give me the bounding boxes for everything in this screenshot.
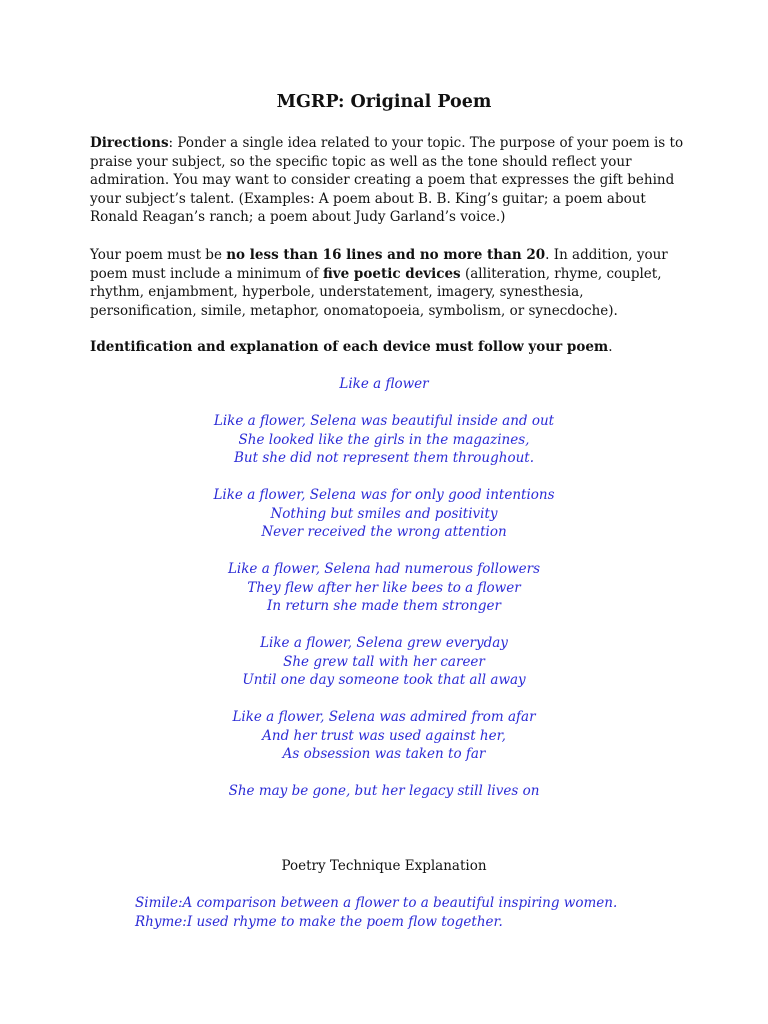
poem-line: She grew tall with her career [283, 653, 485, 670]
directions-paragraph [90, 134, 690, 227]
poem-line: Like a flower, Selena had numerous followers [227, 561, 541, 577]
requirements-paragraph [90, 246, 690, 320]
poem-line: Like a flower, Selena was beautiful inside and out [213, 413, 555, 429]
poem-line: They flew after her like bees to a flower [247, 579, 521, 596]
explanation-item: Simile:A comparison between a flower to a beautiful inspiring women. [135, 895, 618, 911]
requirements-bold-lines: no less than 16 lines and no more than 20 [226, 247, 546, 263]
explanation-item: Rhyme:I used rhyme to make the poem flow together. [135, 914, 503, 930]
poem-line: She may be gone, but her legacy still lives on [228, 783, 540, 799]
poem-line: But she did not represent them throughout. [234, 450, 534, 466]
identification-paragraph [90, 338, 690, 357]
poem-line: Like a flower, Selena was for only good intentions [213, 487, 555, 503]
explanation-title: Poetry Technique Explanation [281, 858, 487, 874]
requirements-text-3: (alliteration, rhyme, couplet, rhythm, enjambment, hyperbole, understatement, imagery, synesthesia, personification, simile, metaphor, onomatopoeia, symbolism, or synecdoche). [90, 265, 662, 319]
poem-line: She looked like the girls in the magazines, [238, 431, 530, 448]
poem-line: As obsession was taken to far [282, 746, 486, 762]
poem-line: And her trust was used against her, [262, 727, 506, 744]
page-title: MGRP: Original Poem [276, 92, 492, 112]
identification-bold: Identification and explanation of each device must follow your poem [90, 339, 609, 355]
directions-text: : Ponder a single idea related to your topic. The purpose of your poem is to praise your subject, so the specific topic as well as the tone should reflect your admiration. You may want to consider creating a poem that expresses the gift behind your subject’s talent. (Examples: A poem about B. B. King’s guitar; a poem about Ronald Reagan’s ranch; a poem about Judy Garland’s voice.) [90, 135, 684, 225]
poem-title: Like a flower [339, 376, 429, 392]
poem-line: Like a flower, Selena was admired from afar [232, 709, 536, 725]
poem-line: Until one day someone took that all away [242, 672, 526, 688]
directions-label: Directions [90, 135, 169, 151]
poem-line: In return she made them stronger [267, 598, 501, 614]
requirements-bold-devices: five poetic devices [322, 265, 461, 282]
requirements-text-1: Your poem must be [90, 247, 227, 263]
poem-line: Nothing but smiles and positivity [270, 505, 498, 522]
requirements-text-2: . In addition, your poem must include a minimum of [90, 247, 668, 282]
poem-line: Like a flower, Selena grew everyday [260, 635, 508, 651]
explanation-list [135, 894, 695, 932]
poem-line: Never received the wrong attention [261, 524, 507, 540]
identification-tail: . [608, 339, 613, 355]
poem [0, 375, 768, 801]
